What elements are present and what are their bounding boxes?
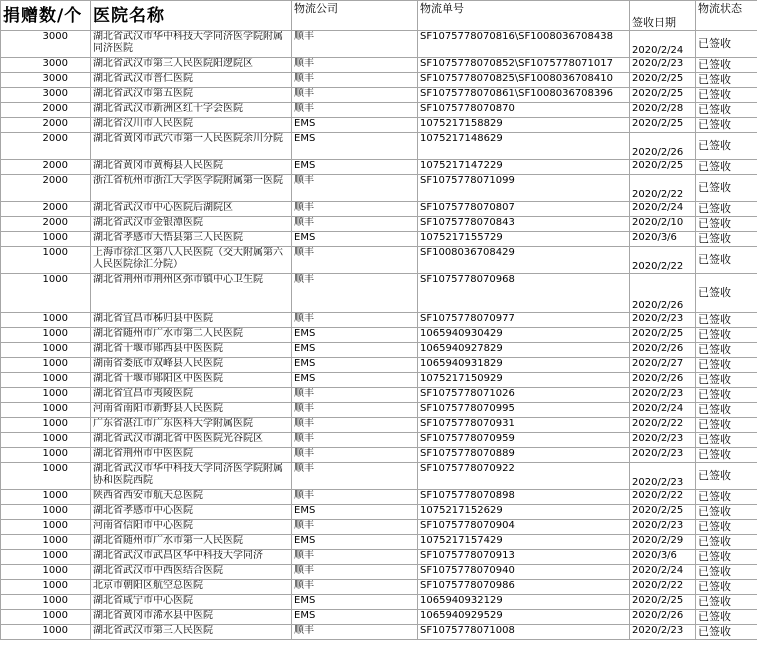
cell-courier: 顺丰 [292,217,418,232]
cell-hospital: 湖北省武汉市湖北省中医医院光谷院区 [91,433,292,448]
cell-courier: EMS [292,133,418,160]
table-row [1,580,757,595]
cell-courier: 顺丰 [292,625,418,640]
cell-quantity: 1000 [1,463,91,490]
cell-status: 已签收 [696,403,757,418]
cell-tracking: SF1075778071008 [418,625,630,640]
cell-status: 已签收 [696,247,757,274]
cell-status: 已签收 [696,463,757,490]
cell-status: 已签收 [696,133,757,160]
cell-hospital: 湖北省十堰市郧阳区中医医院 [91,373,292,388]
table-row [1,328,757,343]
cell-tracking: 1075217158829 [418,118,630,133]
table-row [1,73,757,88]
cell-tracking: SF1075778070807 [418,202,630,217]
cell-date: 2020/3/6 [630,232,696,247]
cell-date: 2020/2/23 [630,625,696,640]
header-tracking: 物流单号 [418,1,630,31]
cell-date: 2020/2/26 [630,133,696,160]
cell-status: 已签收 [696,274,757,313]
cell-date: 2020/2/23 [630,58,696,73]
cell-quantity: 1000 [1,505,91,520]
cell-status: 已签收 [696,313,757,328]
cell-hospital: 湖北省武汉市金银潭医院 [91,217,292,232]
cell-tracking: SF1075778070852\SF1075778071017 [418,58,630,73]
cell-hospital: 湖南省娄底市双峰县人民医院 [91,358,292,373]
cell-courier: 顺丰 [292,418,418,433]
cell-quantity: 3000 [1,58,91,73]
cell-date: 2020/2/25 [630,505,696,520]
cell-courier: EMS [292,118,418,133]
cell-hospital: 湖北省黄冈市武穴市第一人民医院余川分院 [91,133,292,160]
table-row [1,550,757,565]
cell-status: 已签收 [696,328,757,343]
cell-hospital: 湖北省武汉市中心医院后湖院区 [91,202,292,217]
cell-quantity: 2000 [1,103,91,118]
cell-quantity: 1000 [1,403,91,418]
cell-quantity: 1000 [1,625,91,640]
table-row [1,625,757,640]
table-row [1,313,757,328]
table-row [1,217,757,232]
cell-quantity: 1000 [1,313,91,328]
cell-hospital: 广东省湛江市广东医科大学附属医院 [91,418,292,433]
table-row [1,88,757,103]
cell-date: 2020/2/25 [630,88,696,103]
table-row [1,202,757,217]
cell-tracking: SF1075778070995 [418,403,630,418]
cell-status: 已签收 [696,490,757,505]
cell-hospital: 陕西省西安市航天总医院 [91,490,292,505]
table-row [1,232,757,247]
cell-status: 已签收 [696,31,757,58]
table-row [1,490,757,505]
cut-off-row [0,660,90,664]
cell-courier: 顺丰 [292,565,418,580]
cell-courier: 顺丰 [292,550,418,565]
cell-tracking: 1075217147229 [418,160,630,175]
cell-tracking: SF1075778070861\SF1008036708396 [418,88,630,103]
cell-courier: EMS [292,595,418,610]
cell-hospital: 湖北省宜昌市夷陵医院 [91,388,292,403]
cell-tracking: SF1075778070825\SF1008036708410 [418,73,630,88]
cell-quantity: 2000 [1,133,91,160]
cell-date: 2020/2/24 [630,565,696,580]
table-row [1,160,757,175]
cell-tracking: SF1075778070870 [418,103,630,118]
cell-status: 已签收 [696,535,757,550]
cell-status: 已签收 [696,160,757,175]
cell-quantity: 1000 [1,343,91,358]
cell-quantity: 1000 [1,580,91,595]
table-row [1,505,757,520]
header-courier: 物流公司 [292,1,418,31]
cell-tracking: 1065940930429 [418,328,630,343]
cell-status: 已签收 [696,595,757,610]
cell-courier: 顺丰 [292,88,418,103]
cell-status: 已签收 [696,418,757,433]
cell-quantity: 3000 [1,31,91,58]
cell-status: 已签收 [696,505,757,520]
table-row [1,31,757,58]
cell-status: 已签收 [696,520,757,535]
table-row [1,118,757,133]
cell-courier: EMS [292,373,418,388]
cell-tracking: 1075217152629 [418,505,630,520]
cell-date: 2020/2/24 [630,31,696,58]
table-row [1,463,757,490]
cell-tracking: SF1075778070931 [418,418,630,433]
cell-status: 已签收 [696,118,757,133]
cell-hospital: 湖北省武汉市华中科技大学同济医学院附属协和医院西院 [91,463,292,490]
cell-quantity: 1000 [1,565,91,580]
cell-status: 已签收 [696,625,757,640]
table-row [1,448,757,463]
table-row [1,247,757,274]
cell-status: 已签收 [696,232,757,247]
cell-date: 2020/2/26 [630,343,696,358]
cell-tracking: 1075217150929 [418,373,630,388]
cell-quantity: 1000 [1,595,91,610]
cell-courier: EMS [292,328,418,343]
cell-courier: EMS [292,160,418,175]
cell-courier: EMS [292,343,418,358]
cell-hospital: 河南省南阳市新野县人民医院 [91,403,292,418]
cell-date: 2020/2/23 [630,448,696,463]
cell-date: 2020/2/28 [630,103,696,118]
cell-tracking: SF1075778070889 [418,448,630,463]
cell-tracking: SF1075778070959 [418,433,630,448]
cell-status: 已签收 [696,388,757,403]
cell-hospital: 湖北省随州市广水市第二人民医院 [91,328,292,343]
cell-quantity: 1000 [1,520,91,535]
cell-date: 2020/2/26 [630,373,696,388]
cell-status: 已签收 [696,580,757,595]
cell-date: 2020/2/27 [630,358,696,373]
cell-tracking: 1075217148629 [418,133,630,160]
cell-hospital: 上海市徐汇区第八人民医院（交大附属第六人民医院徐汇分院） [91,247,292,274]
cell-hospital: 湖北省武汉市中西医结合医院 [91,565,292,580]
table-row [1,403,757,418]
cell-tracking: SF1075778070986 [418,580,630,595]
cell-quantity: 1000 [1,232,91,247]
cell-tracking: 1065940931829 [418,358,630,373]
cell-courier: 顺丰 [292,247,418,274]
cell-status: 已签收 [696,610,757,625]
cell-hospital: 湖北省武汉市华中科技大学同济医学院附属同济医院 [91,31,292,58]
cell-quantity: 2000 [1,175,91,202]
cell-tracking: 1065940929529 [418,610,630,625]
cell-courier: EMS [292,610,418,625]
cell-tracking: 1075217155729 [418,232,630,247]
cell-date: 2020/2/23 [630,463,696,490]
cell-hospital: 湖北省黄冈市浠水县中医院 [91,610,292,625]
cell-status: 已签收 [696,550,757,565]
cell-date: 2020/2/25 [630,73,696,88]
cell-quantity: 1000 [1,433,91,448]
cell-hospital: 河南省信阳市中心医院 [91,520,292,535]
cell-hospital: 湖北省汉川市人民医院 [91,118,292,133]
cell-tracking: SF1075778070843 [418,217,630,232]
cell-tracking: SF1075778070913 [418,550,630,565]
cell-status: 已签收 [696,433,757,448]
table-row [1,358,757,373]
cell-tracking: 1065940932129 [418,595,630,610]
cell-courier: 顺丰 [292,73,418,88]
cell-date: 2020/2/22 [630,580,696,595]
cell-hospital: 湖北省黄冈市黄梅县人民医院 [91,160,292,175]
cell-date: 2020/2/22 [630,247,696,274]
cell-courier: 顺丰 [292,274,418,313]
table-row [1,418,757,433]
table-row [1,373,757,388]
cell-tracking: 1075217157429 [418,535,630,550]
cell-tracking: SF1075778070977 [418,313,630,328]
cell-status: 已签收 [696,175,757,202]
cell-hospital: 湖北省武汉市第三人民医院 [91,625,292,640]
cell-quantity: 3000 [1,73,91,88]
cell-courier: EMS [292,232,418,247]
cell-status: 已签收 [696,58,757,73]
cell-date: 2020/2/23 [630,388,696,403]
cell-date: 2020/2/23 [630,433,696,448]
cell-courier: 顺丰 [292,313,418,328]
cell-date: 2020/2/25 [630,595,696,610]
cell-hospital: 湖北省武汉市第五医院 [91,88,292,103]
cell-date: 2020/2/22 [630,490,696,505]
cell-status: 已签收 [696,565,757,580]
cell-hospital: 湖北省十堰市郧西县中医医院 [91,343,292,358]
cell-courier: 顺丰 [292,448,418,463]
table-row [1,520,757,535]
header-quantity: 捐赠数/个 [1,1,91,31]
cell-date: 2020/2/26 [630,610,696,625]
cell-quantity: 2000 [1,160,91,175]
table-row [1,388,757,403]
cell-status: 已签收 [696,358,757,373]
cell-courier: 顺丰 [292,403,418,418]
cell-courier: 顺丰 [292,175,418,202]
cell-status: 已签收 [696,217,757,232]
cell-quantity: 2000 [1,217,91,232]
cell-status: 已签收 [696,73,757,88]
cell-quantity: 1000 [1,274,91,313]
table-row [1,274,757,313]
cell-status: 已签收 [696,202,757,217]
cell-status: 已签收 [696,88,757,103]
cell-courier: 顺丰 [292,463,418,490]
cell-quantity: 1000 [1,535,91,550]
cell-courier: 顺丰 [292,202,418,217]
cell-courier: 顺丰 [292,388,418,403]
table-row [1,175,757,202]
cell-date: 2020/2/24 [630,403,696,418]
cell-quantity: 1000 [1,358,91,373]
cell-quantity: 1000 [1,490,91,505]
cell-status: 已签收 [696,373,757,388]
cell-tracking: SF1075778071026 [418,388,630,403]
cell-date: 2020/2/23 [630,313,696,328]
cell-date: 2020/2/25 [630,160,696,175]
table-row [1,565,757,580]
cell-quantity: 2000 [1,118,91,133]
header-row [1,1,757,31]
table-row [1,433,757,448]
cell-hospital: 湖北省武汉市新洲区红十字会医院 [91,103,292,118]
cell-quantity: 1000 [1,550,91,565]
cell-status: 已签收 [696,103,757,118]
cell-tracking: SF1075778070816\SF1008036708438 [418,31,630,58]
cell-courier: 顺丰 [292,580,418,595]
table-row [1,133,757,160]
cell-courier: 顺丰 [292,433,418,448]
cell-status: 已签收 [696,448,757,463]
table-row [1,343,757,358]
cell-quantity: 1000 [1,328,91,343]
cell-tracking: SF1008036708429 [418,247,630,274]
cell-tracking: 1065940927829 [418,343,630,358]
cell-tracking: SF1075778071099 [418,175,630,202]
cell-tracking: SF1075778070898 [418,490,630,505]
cell-quantity: 1000 [1,418,91,433]
header-date: 签收日期 [630,1,696,31]
cell-tracking: SF1075778070968 [418,274,630,313]
cell-hospital: 湖北省武汉市普仁医院 [91,73,292,88]
cell-tracking: SF1075778070922 [418,463,630,490]
cell-date: 2020/2/22 [630,418,696,433]
cell-date: 2020/2/26 [630,274,696,313]
cell-courier: EMS [292,505,418,520]
cell-courier: 顺丰 [292,103,418,118]
table-row [1,595,757,610]
cell-hospital: 湖北省咸宁市中心医院 [91,595,292,610]
cell-quantity: 1000 [1,388,91,403]
table-row [1,58,757,73]
cell-courier: 顺丰 [292,520,418,535]
cell-courier: EMS [292,358,418,373]
cell-date: 2020/2/25 [630,328,696,343]
table-row [1,103,757,118]
cell-date: 2020/2/23 [630,520,696,535]
cell-hospital: 湖北省随州市广水市第一人民医院 [91,535,292,550]
cell-status: 已签收 [696,343,757,358]
cell-hospital: 湖北省孝感市大悟县第三人民医院 [91,232,292,247]
cell-hospital: 湖北省武汉市第三人民医院阳逻院区 [91,58,292,73]
cell-quantity: 3000 [1,88,91,103]
cell-date: 2020/2/25 [630,118,696,133]
cell-hospital: 湖北省武汉市武昌区华中科技大学同济 [91,550,292,565]
cell-hospital: 浙江省杭州市浙江大学医学院附属第一医院 [91,175,292,202]
cell-quantity: 1000 [1,610,91,625]
cell-quantity: 1000 [1,247,91,274]
table-row [1,535,757,550]
cell-courier: 顺丰 [292,31,418,58]
cell-hospital: 湖北省荆州市荆州区弥市镇中心卫生院 [91,274,292,313]
cell-courier: EMS [292,535,418,550]
header-hospital: 医院名称 [91,1,292,31]
cell-date: 2020/2/10 [630,217,696,232]
cell-quantity: 1000 [1,448,91,463]
cell-hospital: 湖北省宜昌市秭归县中医院 [91,313,292,328]
table-row [1,610,757,625]
cell-date: 2020/3/6 [630,550,696,565]
cell-tracking: SF1075778070940 [418,565,630,580]
cell-courier: 顺丰 [292,58,418,73]
cell-hospital: 湖北省孝感市中心医院 [91,505,292,520]
cell-hospital: 北京市朝阳区航空总医院 [91,580,292,595]
cell-date: 2020/2/29 [630,535,696,550]
cell-quantity: 1000 [1,373,91,388]
cell-date: 2020/2/24 [630,202,696,217]
cell-tracking: SF1075778070904 [418,520,630,535]
cell-hospital: 湖北省荆州市中医医院 [91,448,292,463]
header-status: 物流状态 [696,1,757,31]
cell-courier: 顺丰 [292,490,418,505]
cell-date: 2020/2/22 [630,175,696,202]
cell-quantity: 2000 [1,202,91,217]
